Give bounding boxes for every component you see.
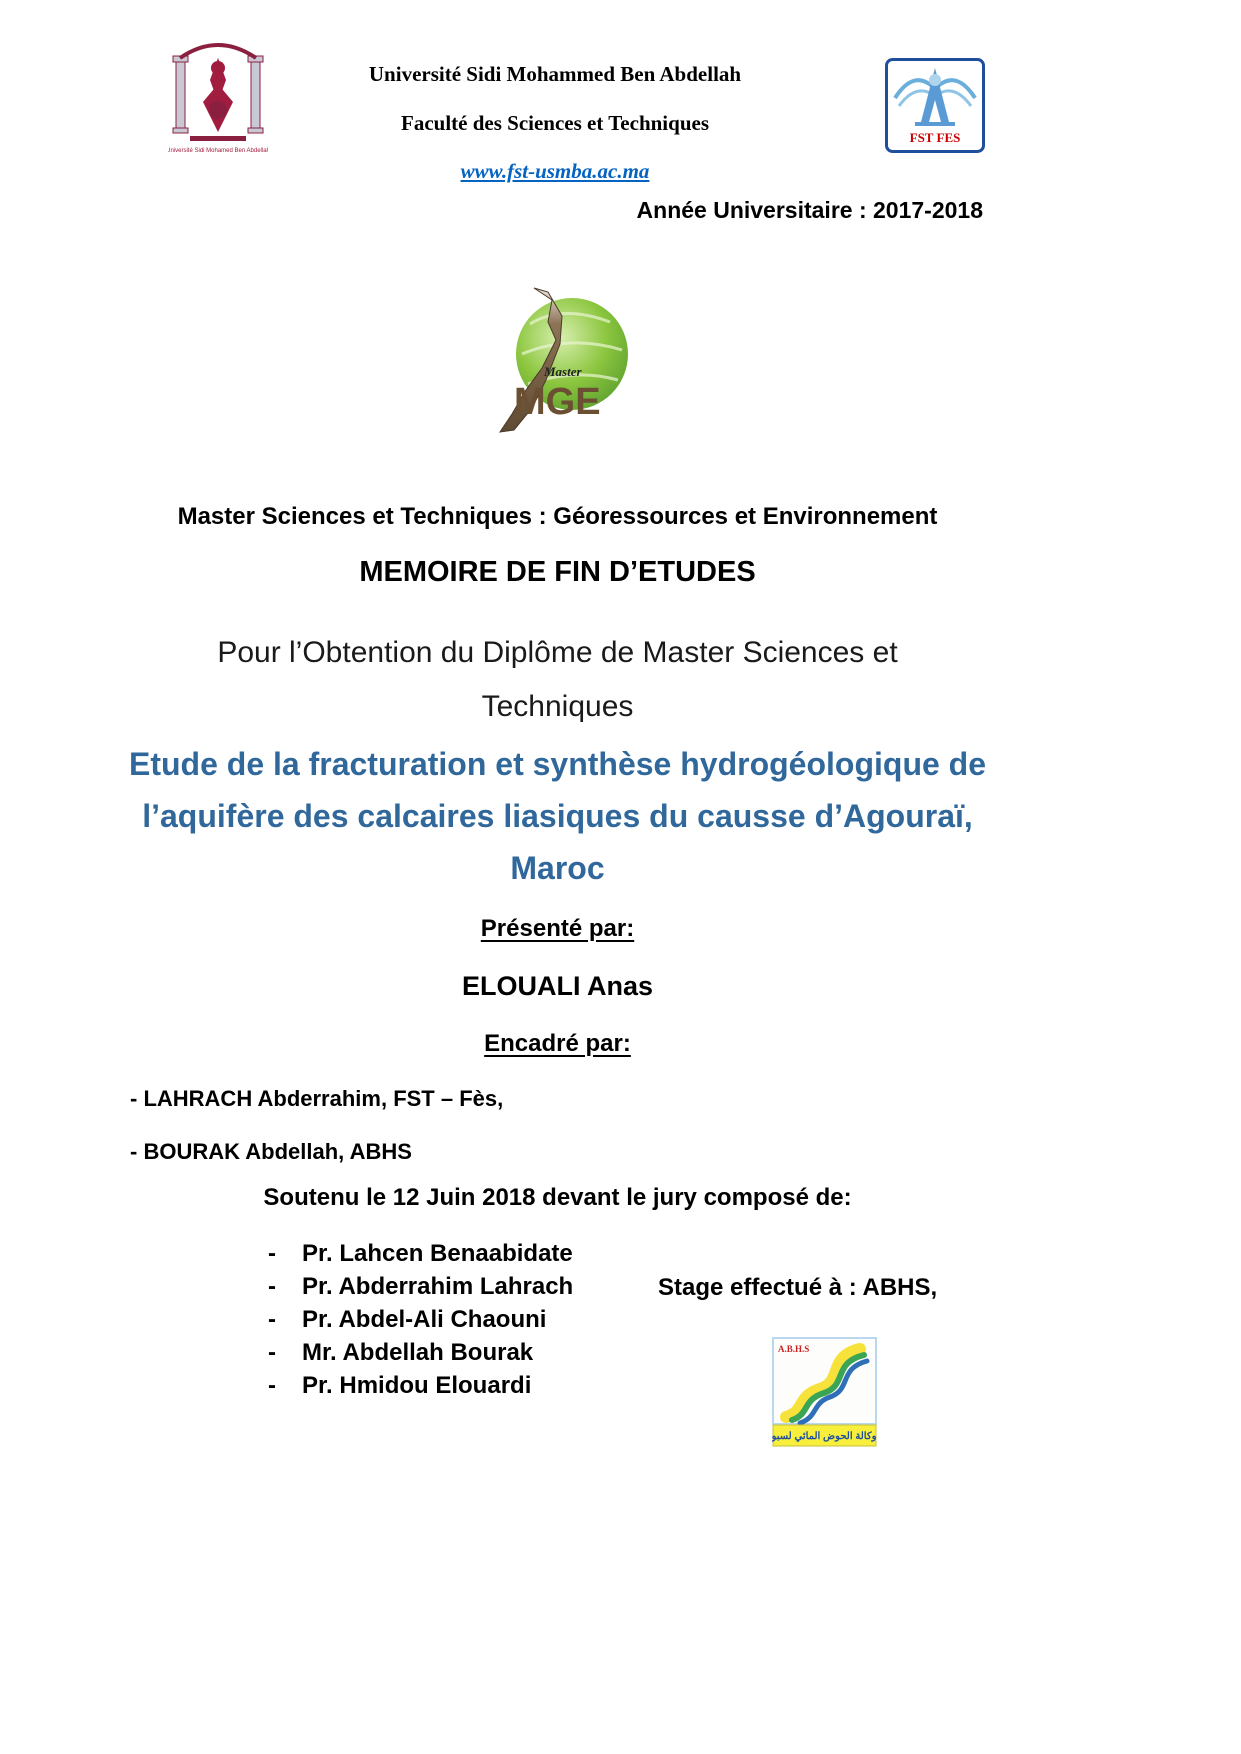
defense-intro-text: Soutenu le 12 Juin 2018 devant le jury composé de: [263,1184,852,1211]
academic-year: Année Universitaire : 2017-2018 [636,197,983,223]
thesis-title-line-3: Maroc [510,850,605,886]
thesis-title [35,738,1080,894]
jury-marker: - [268,1339,276,1366]
mge-logo-icon [478,282,636,440]
website-link[interactable]: www.fst-usmba.ac.ma [460,159,650,183]
jury-member [268,1372,573,1405]
supervised-by-text: Encadré par: [484,1030,631,1057]
abhs-agency-logo [772,1337,877,1447]
author-name-text: ELOUALI Anas [461,971,654,1001]
jury-marker: - [268,1273,276,1300]
author-name [35,971,1080,1002]
faculty-name: Faculté des Sciences et Techniques [401,111,709,135]
usmba-university-logo [168,40,268,162]
jury-member [268,1339,573,1372]
fst-logo-icon [885,58,985,153]
jury-member [268,1306,573,1339]
usmba-logo-caption: Université Sidi Mohamed Ben Abdellah [168,148,268,154]
thesis-title-line-2: l’aquifère des calcaires liasiques du causse d’Agouraï, [142,798,973,834]
fst-logo-label: FST FES [909,130,961,145]
jury-marker: - [268,1372,276,1399]
jury-member-name: Pr. Abderrahim Lahrach [302,1273,574,1300]
supervisor-2: - BOURAK Abdellah, ABHS [130,1139,412,1164]
master-mge-logo [478,282,636,440]
jury-member-name: Pr. Lahcen Benaabidate [302,1240,573,1267]
mge-logo-master-label: Master [544,364,582,379]
master-program-text: Master Sciences et Techniques : Géoressources et Environnement [177,503,938,530]
memoir-heading [35,556,1080,589]
jury-member [268,1240,573,1273]
purpose-statement [35,626,1080,734]
master-program-line [35,503,1080,531]
presented-by-label [35,915,1080,943]
jury-member-name: Pr. Hmidou Elouardi [302,1372,532,1399]
mge-logo-acronym: MGE [514,381,601,423]
jury-marker: - [268,1240,276,1267]
jury-marker: - [268,1306,276,1333]
memoir-heading-text: MEMOIRE DE FIN D’ETUDES [359,556,756,588]
supervised-by-label [35,1030,1080,1058]
fst-fes-logo [885,58,985,153]
university-name: Université Sidi Mohammed Ben Abdellah [368,62,742,86]
thesis-title-line-1: Etude de la fracturation et synthèse hydrogéologique de [128,746,987,782]
abhs-logo-icon [772,1337,877,1447]
jury-member-name: Pr. Abdel-Ali Chaouni [302,1306,547,1333]
defense-intro [35,1184,1080,1212]
supervisor-1: - LAHRACH Abderrahim, FST – Fès, [130,1086,504,1111]
abhs-logo-label: A.B.H.S [778,1344,810,1354]
jury-member [268,1273,573,1306]
purpose-line-1: Pour l’Obtention du Diplôme de Master Sciences et [217,636,898,669]
purpose-line-2: Techniques [481,690,634,723]
abhs-logo-arabic-label: وكالة الحوض المائي لسبو [772,1431,877,1442]
jury-list [268,1240,573,1405]
internship-note: Stage effectué à : ABHS, [658,1274,938,1301]
header [310,62,800,184]
usmba-logo-icon [168,40,268,162]
jury-member-name: Mr. Abdellah Bourak [302,1339,534,1366]
presented-by-text: Présenté par: [480,915,635,942]
